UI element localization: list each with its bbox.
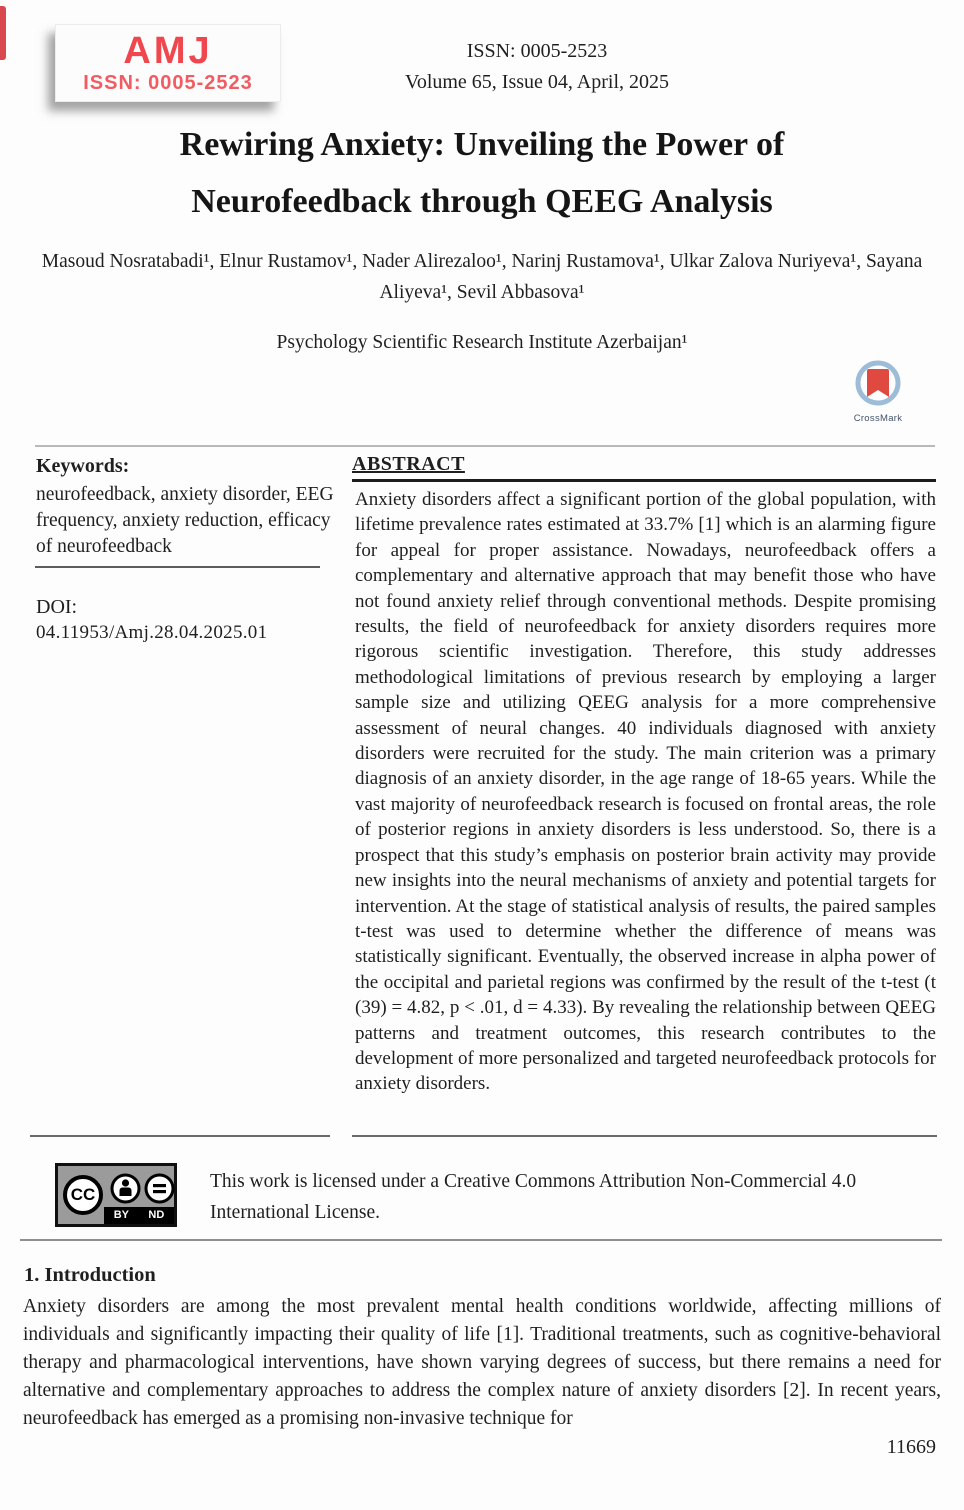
abstract-heading: ABSTRACT [352, 453, 936, 482]
cc-nd-label: ND [148, 1209, 165, 1221]
keywords-text: neurofeedback, anxiety disorder, EEG frequency, anxiety reduction, efficacy of neurofeedback [36, 484, 334, 557]
introduction-body: Anxiety disorders are among the most prevalent mental health conditions worldwide, affecting millions of individuals and significantly impacting their quality of life [1]. Traditional treatments, such as cognitive-behavioral therapy and pharmacological interventions, have shown varying degrees of success, but there remains a need for alternative and complementary approaches to address the complex nature of anxiety disorders [2]. In recent years, neurofeedback has emerged as a promising non-invasive technique for [23, 1296, 941, 1429]
cc-by-person-icon [110, 1173, 141, 1204]
cc-icon: CC [63, 1175, 103, 1215]
journal-logo-acronym: AMJ [123, 30, 213, 72]
page-title-line2: Neurofeedback through QEEG Analysis [191, 183, 773, 220]
masthead [110, 36, 964, 98]
doi-value: 04.11953/Amj.28.04.2025.01 [36, 622, 268, 643]
introduction-heading: 1. Introduction [24, 1264, 156, 1286]
license-text: This work is licensed under a Creative Commons Attribution Non-Commercial 4.0 International License. [210, 1171, 857, 1223]
cc-by-label: BY [113, 1209, 129, 1221]
abstract-body: Anxiety disorders affect a significant portion of the global population, with lifetime prevalence rates estimated at 33.7% [1] which is an alarming figure for appeal for proper assistance. Nowadays, neurofeedback offers a complementary and alternative approach that may benefit those who have not found anxiety relief through conventional methods. Despite promising results, the field of neurofeedback for anxiety disorders requires more rigorous scientific investigation. Therefore, this study addresses methodological limitations of previous research by employing a larger sample size and utilizing QEEG analysis for a more comprehensive assessment of neural changes. 40 individuals diagnosed with anxiety disorders were recruited for the study. The main criterion was a primary diagnosis of an anxiety disorder, in the age range of 18-65 years. While the vast majority of neurofeedback research is focused on frontal areas, the role of posterior regions in anxiety disorders is less understood. So, there is a prospect that this study’s emphasis on posterior brain activity may provide new insights into the neural mechanisms of anxiety and potential targets for intervention. At the stage of statistical analysis of results, the paired samples t-test was used to determine whether the difference of means was statistically significant. Eventually, the observed increase in alpha power of the occipital and parietal regions was confirmed by the result of the t-test (t (39) = 4.82, p < .01, d = 4.33). By revealing the relationship between QEEG patterns and treatment outcomes, this research contributes to the development of more personalized and targeted neurofeedback protocols for anxiety disorders. [355, 489, 936, 1095]
scan-artifact [0, 6, 6, 60]
crossmark-label: CrossMark [853, 413, 903, 424]
page-title [0, 116, 964, 230]
crossmark-icon [855, 393, 901, 410]
page-title-line1: Rewiring Anxiety: Unveiling the Power of [179, 126, 785, 163]
masthead-issn: ISSN: 0005-2523 [466, 40, 608, 62]
cc-nd-equals-icon [144, 1173, 175, 1204]
doi-heading: DOI: [36, 596, 78, 618]
divider-top [35, 445, 935, 447]
affiliation: Psychology Scientific Research Institute Azerbaijan¹ [276, 332, 688, 353]
cc-license-badge [55, 1163, 177, 1227]
divider-keywords-doi [35, 566, 320, 568]
divider-bottom-left [30, 1135, 330, 1137]
masthead-volume: Volume 65, Issue 04, April, 2025 [404, 71, 670, 93]
page-number: 11669 [886, 1436, 936, 1458]
crossmark-badge [845, 360, 911, 424]
keywords-heading: Keywords: [36, 455, 130, 477]
cc-badge-labels [104, 1207, 174, 1224]
divider-footer [20, 1239, 942, 1241]
author-list: Masoud Nosratabadi¹, Elnur Rustamov¹, Nader Alirezaloo¹, Narinj Rustamova¹, Ulkar Zalova Nuriyeva¹, Sayana Aliyeva¹, Sevil Abbasova¹ [41, 251, 923, 303]
divider-bottom-right [352, 1135, 937, 1137]
journal-logo-issn: ISSN: 0005-2523 [83, 72, 253, 94]
